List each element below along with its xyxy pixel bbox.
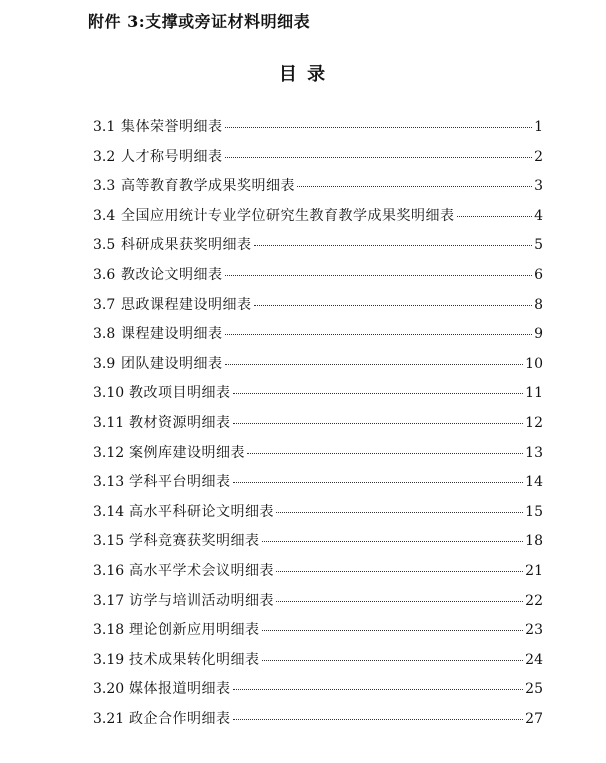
toc-dot-leader	[457, 216, 533, 217]
toc-entry-label: 案例库建设明细表	[129, 444, 245, 461]
toc-entry-number: 3.14	[93, 503, 125, 520]
toc-entry-label: 学科竞赛获奖明细表	[129, 533, 260, 550]
toc-dot-leader	[233, 689, 524, 690]
toc-dot-leader	[276, 571, 523, 572]
toc-entry[interactable]	[93, 678, 543, 708]
toc-dot-leader	[262, 660, 524, 661]
toc-entry-label: 思政课程建设明细表	[121, 296, 252, 313]
toc-entry-label: 政企合作明细表	[129, 710, 231, 727]
toc-dot-leader	[233, 719, 524, 720]
toc-entry[interactable]	[93, 146, 543, 176]
toc-entry-number: 3.13	[93, 474, 125, 491]
toc-dot-leader	[225, 157, 533, 158]
toc-dot-leader	[254, 245, 533, 246]
toc-entry[interactable]	[93, 353, 543, 383]
toc-dot-leader	[276, 601, 523, 602]
toc-entry-label: 团队建设明细表	[121, 355, 223, 372]
toc-entry-label: 教改项目明细表	[129, 385, 231, 402]
toc-entry-number: 3.15	[93, 533, 125, 550]
toc-dot-leader	[233, 393, 524, 394]
toc-entry-page-number: 21	[525, 562, 543, 579]
toc-title: 目 录	[278, 64, 328, 85]
toc-dot-leader	[262, 630, 524, 631]
toc-entry-page-number: 14	[525, 474, 543, 491]
toc-dot-leader	[225, 364, 524, 365]
toc-entry-number: 3.2	[93, 148, 116, 165]
toc-entry-page-number: 5	[534, 237, 543, 254]
toc-entry[interactable]	[93, 116, 543, 146]
toc-dot-leader	[225, 275, 533, 276]
toc-dot-leader	[254, 305, 533, 306]
toc-entry-number: 3.9	[93, 355, 116, 372]
toc-entry-page-number: 3	[534, 178, 543, 195]
toc-entry[interactable]	[93, 294, 543, 324]
toc-entry-number: 3.10	[93, 385, 125, 402]
toc-entry-label: 高水平科研论文明细表	[129, 503, 274, 520]
toc-entry-label: 教材资源明细表	[129, 414, 231, 431]
toc-entry-label: 人才称号明细表	[121, 148, 223, 165]
toc-entry-number: 3.19	[93, 651, 125, 668]
toc-entry-number: 3.3	[93, 178, 116, 195]
toc-dot-leader	[297, 186, 532, 187]
toc-entry[interactable]	[93, 708, 543, 738]
toc-entry-page-number: 22	[525, 592, 543, 609]
toc-entry-page-number: 8	[534, 296, 543, 313]
toc-entry-label: 高等教育教学成果奖明细表	[121, 178, 295, 195]
toc-entry-label: 学科平台明细表	[129, 474, 231, 491]
toc-entry-number: 3.16	[93, 562, 125, 579]
toc-entry-number: 3.12	[93, 444, 125, 461]
toc-entry[interactable]	[93, 234, 543, 264]
toc-entry-page-number: 18	[525, 533, 543, 550]
toc-entry-label: 集体荣誉明细表	[121, 119, 223, 135]
toc-dot-leader	[262, 541, 524, 542]
attachment-header: 附件 3:支撑或旁证材料明细表	[88, 12, 311, 31]
toc-entry[interactable]	[93, 264, 543, 294]
toc-entry-number: 3.1	[93, 119, 116, 135]
toc-entry-page-number: 24	[525, 651, 543, 668]
toc-entry[interactable]	[93, 530, 543, 560]
toc-entry-page-number: 15	[525, 503, 543, 520]
toc-entry[interactable]	[93, 649, 543, 679]
toc-entry-label: 全国应用统计专业学位研究生教育教学成果奖明细表	[121, 207, 455, 224]
toc-entry-number: 3.5	[93, 237, 116, 254]
toc-entry[interactable]	[93, 590, 543, 620]
toc-entry-number: 3.6	[93, 266, 116, 283]
toc-entry-page-number: 2	[534, 148, 543, 165]
toc-entry-page-number: 13	[525, 444, 543, 461]
toc-dot-leader	[233, 482, 524, 483]
toc-entry-page-number: 27	[525, 710, 543, 727]
toc-entry[interactable]	[93, 471, 543, 501]
toc-dot-leader	[247, 453, 523, 454]
toc-entry-label: 科研成果获奖明细表	[121, 237, 252, 254]
toc-entry-number: 3.17	[93, 592, 125, 609]
toc-entry-number: 3.11	[93, 414, 125, 431]
toc-entry-number: 3.20	[93, 681, 125, 698]
toc-entry-page-number: 10	[525, 355, 543, 372]
toc-entry-label: 访学与培训活动明细表	[129, 592, 274, 609]
toc-entry-page-number: 25	[525, 681, 543, 698]
toc-entry-page-number: 23	[525, 622, 543, 639]
toc-dot-leader	[233, 423, 524, 424]
toc-entry[interactable]	[93, 442, 543, 472]
toc-entry-number: 3.7	[93, 296, 116, 313]
toc-entry[interactable]	[93, 205, 543, 235]
toc-entry-number: 3.18	[93, 622, 125, 639]
toc-entry[interactable]	[93, 619, 543, 649]
toc-entry-label: 课程建设明细表	[121, 326, 223, 343]
toc-dot-leader	[276, 512, 523, 513]
toc-entry-number: 3.4	[93, 207, 116, 224]
toc-entry[interactable]	[93, 412, 543, 442]
toc-entry-label: 教改论文明细表	[121, 266, 223, 283]
toc-dot-leader	[225, 334, 533, 335]
toc-dot-leader	[225, 127, 533, 128]
toc-entry-label: 媒体报道明细表	[129, 681, 231, 698]
toc-entry[interactable]	[93, 560, 543, 590]
toc-entry-number: 3.21	[93, 710, 125, 727]
toc-entry-page-number: 11	[525, 385, 543, 402]
toc-entry-page-number: 1	[534, 119, 543, 135]
toc-entry-number: 3.8	[93, 326, 116, 343]
toc-entry-page-number: 6	[534, 266, 543, 283]
toc-entry-page-number: 4	[534, 207, 543, 224]
toc-entry-label: 技术成果转化明细表	[129, 651, 260, 668]
toc-entry-label: 理论创新应用明细表	[129, 622, 260, 639]
toc-entry-label: 高水平学术会议明细表	[129, 562, 274, 579]
toc-entry[interactable]	[93, 501, 543, 531]
table-of-contents	[93, 116, 543, 737]
toc-entry[interactable]	[93, 323, 543, 353]
toc-entry[interactable]	[93, 175, 543, 205]
toc-entry-page-number: 9	[534, 326, 543, 343]
toc-entry[interactable]	[93, 382, 543, 412]
toc-entry-page-number: 12	[525, 414, 543, 431]
